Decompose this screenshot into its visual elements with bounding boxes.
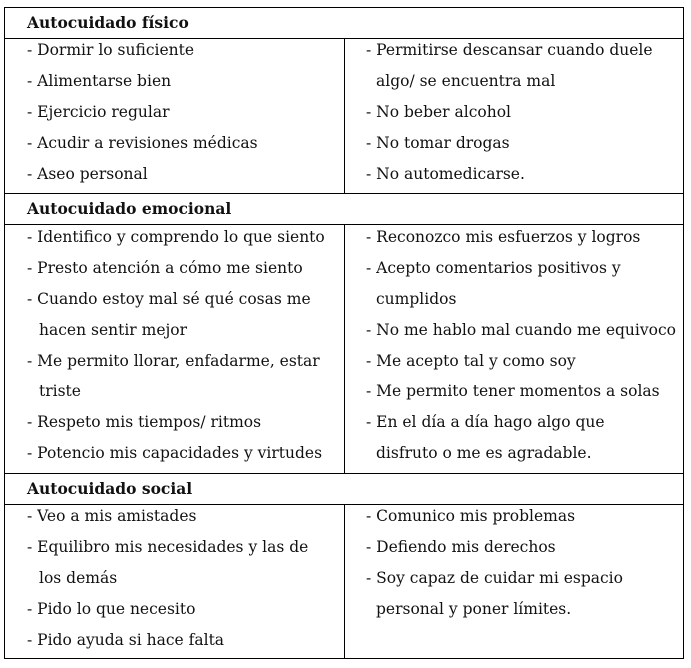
list-item: - Pido lo que necesito — [27, 600, 196, 618]
section-body-emocional — [5, 225, 683, 474]
list-item-continuation: algo/ se encuentra mal — [376, 72, 556, 90]
list-item-continuation: personal y poner límites. — [376, 600, 572, 618]
list-item: - Potencio mis capacidades y virtudes — [27, 444, 323, 462]
list-item: - Acepto comentarios positivos y — [366, 259, 621, 277]
section-header-fisico — [5, 8, 683, 39]
self-care-table — [4, 7, 684, 659]
list-item: - No me hablo mal cuando me equivoco — [366, 321, 676, 339]
emocional-right-column — [345, 225, 683, 473]
list-item: - Comunico mis problemas — [366, 507, 576, 525]
list-item: - Cuando estoy mal sé qué cosas me — [27, 290, 311, 308]
list-item: - Presto atención a cómo me siento — [27, 259, 303, 277]
list-item-continuation: hacen sentir mejor — [39, 321, 188, 339]
section-header-social — [5, 474, 683, 505]
section-body-social — [5, 505, 683, 658]
social-right-column — [345, 505, 683, 658]
list-item: - Pido ayuda si hace falta — [27, 631, 225, 649]
list-item: - Identifico y comprendo lo que siento — [27, 228, 325, 246]
list-item: - Ejercicio regular — [27, 103, 170, 121]
list-item: - Reconozco mis esfuerzos y logros — [366, 228, 641, 246]
list-item: - No automedicarse. — [366, 165, 525, 183]
section-title-emocional: Autocuidado emocional — [27, 199, 232, 218]
list-item: - Respeto mis tiempos/ ritmos — [27, 413, 262, 431]
list-item: - Acudir a revisiones médicas — [27, 134, 258, 152]
list-item: - Alimentarse bien — [27, 72, 172, 90]
list-item: - Equilibro mis necesidades y las de — [27, 538, 309, 556]
social-left-column — [5, 505, 345, 658]
list-item: - Permitirse descansar cuando duele — [366, 41, 653, 59]
list-item: - No tomar drogas — [366, 134, 510, 152]
list-item: - Defiendo mis derechos — [366, 538, 556, 556]
fisico-right-column — [345, 39, 683, 193]
section-header-emocional — [5, 194, 683, 225]
list-item: - No beber alcohol — [366, 103, 511, 121]
list-item: - Dormir lo suficiente — [27, 41, 195, 59]
list-item: - Soy capaz de cuidar mi espacio — [366, 569, 623, 587]
section-title-fisico: Autocuidado físico — [27, 13, 189, 32]
fisico-left-column — [5, 39, 345, 193]
list-item: - Me permito tener momentos a solas — [366, 382, 660, 400]
section-body-fisico — [5, 39, 683, 194]
list-item: - Me permito llorar, enfadarme, estar — [27, 352, 320, 370]
list-item: - Me acepto tal y como soy — [366, 352, 576, 370]
list-item: - Veo a mis amistades — [27, 507, 197, 525]
emocional-left-column — [5, 225, 345, 473]
list-item: - En el día a día hago algo que — [366, 413, 605, 431]
list-item-continuation: triste — [39, 382, 81, 400]
list-item-continuation: disfruto o me es agradable. — [376, 444, 592, 462]
list-item: - Aseo personal — [27, 165, 148, 183]
section-title-social: Autocuidado social — [27, 479, 193, 498]
list-item-continuation: los demás — [39, 569, 118, 587]
list-item-continuation: cumplidos — [376, 290, 457, 308]
